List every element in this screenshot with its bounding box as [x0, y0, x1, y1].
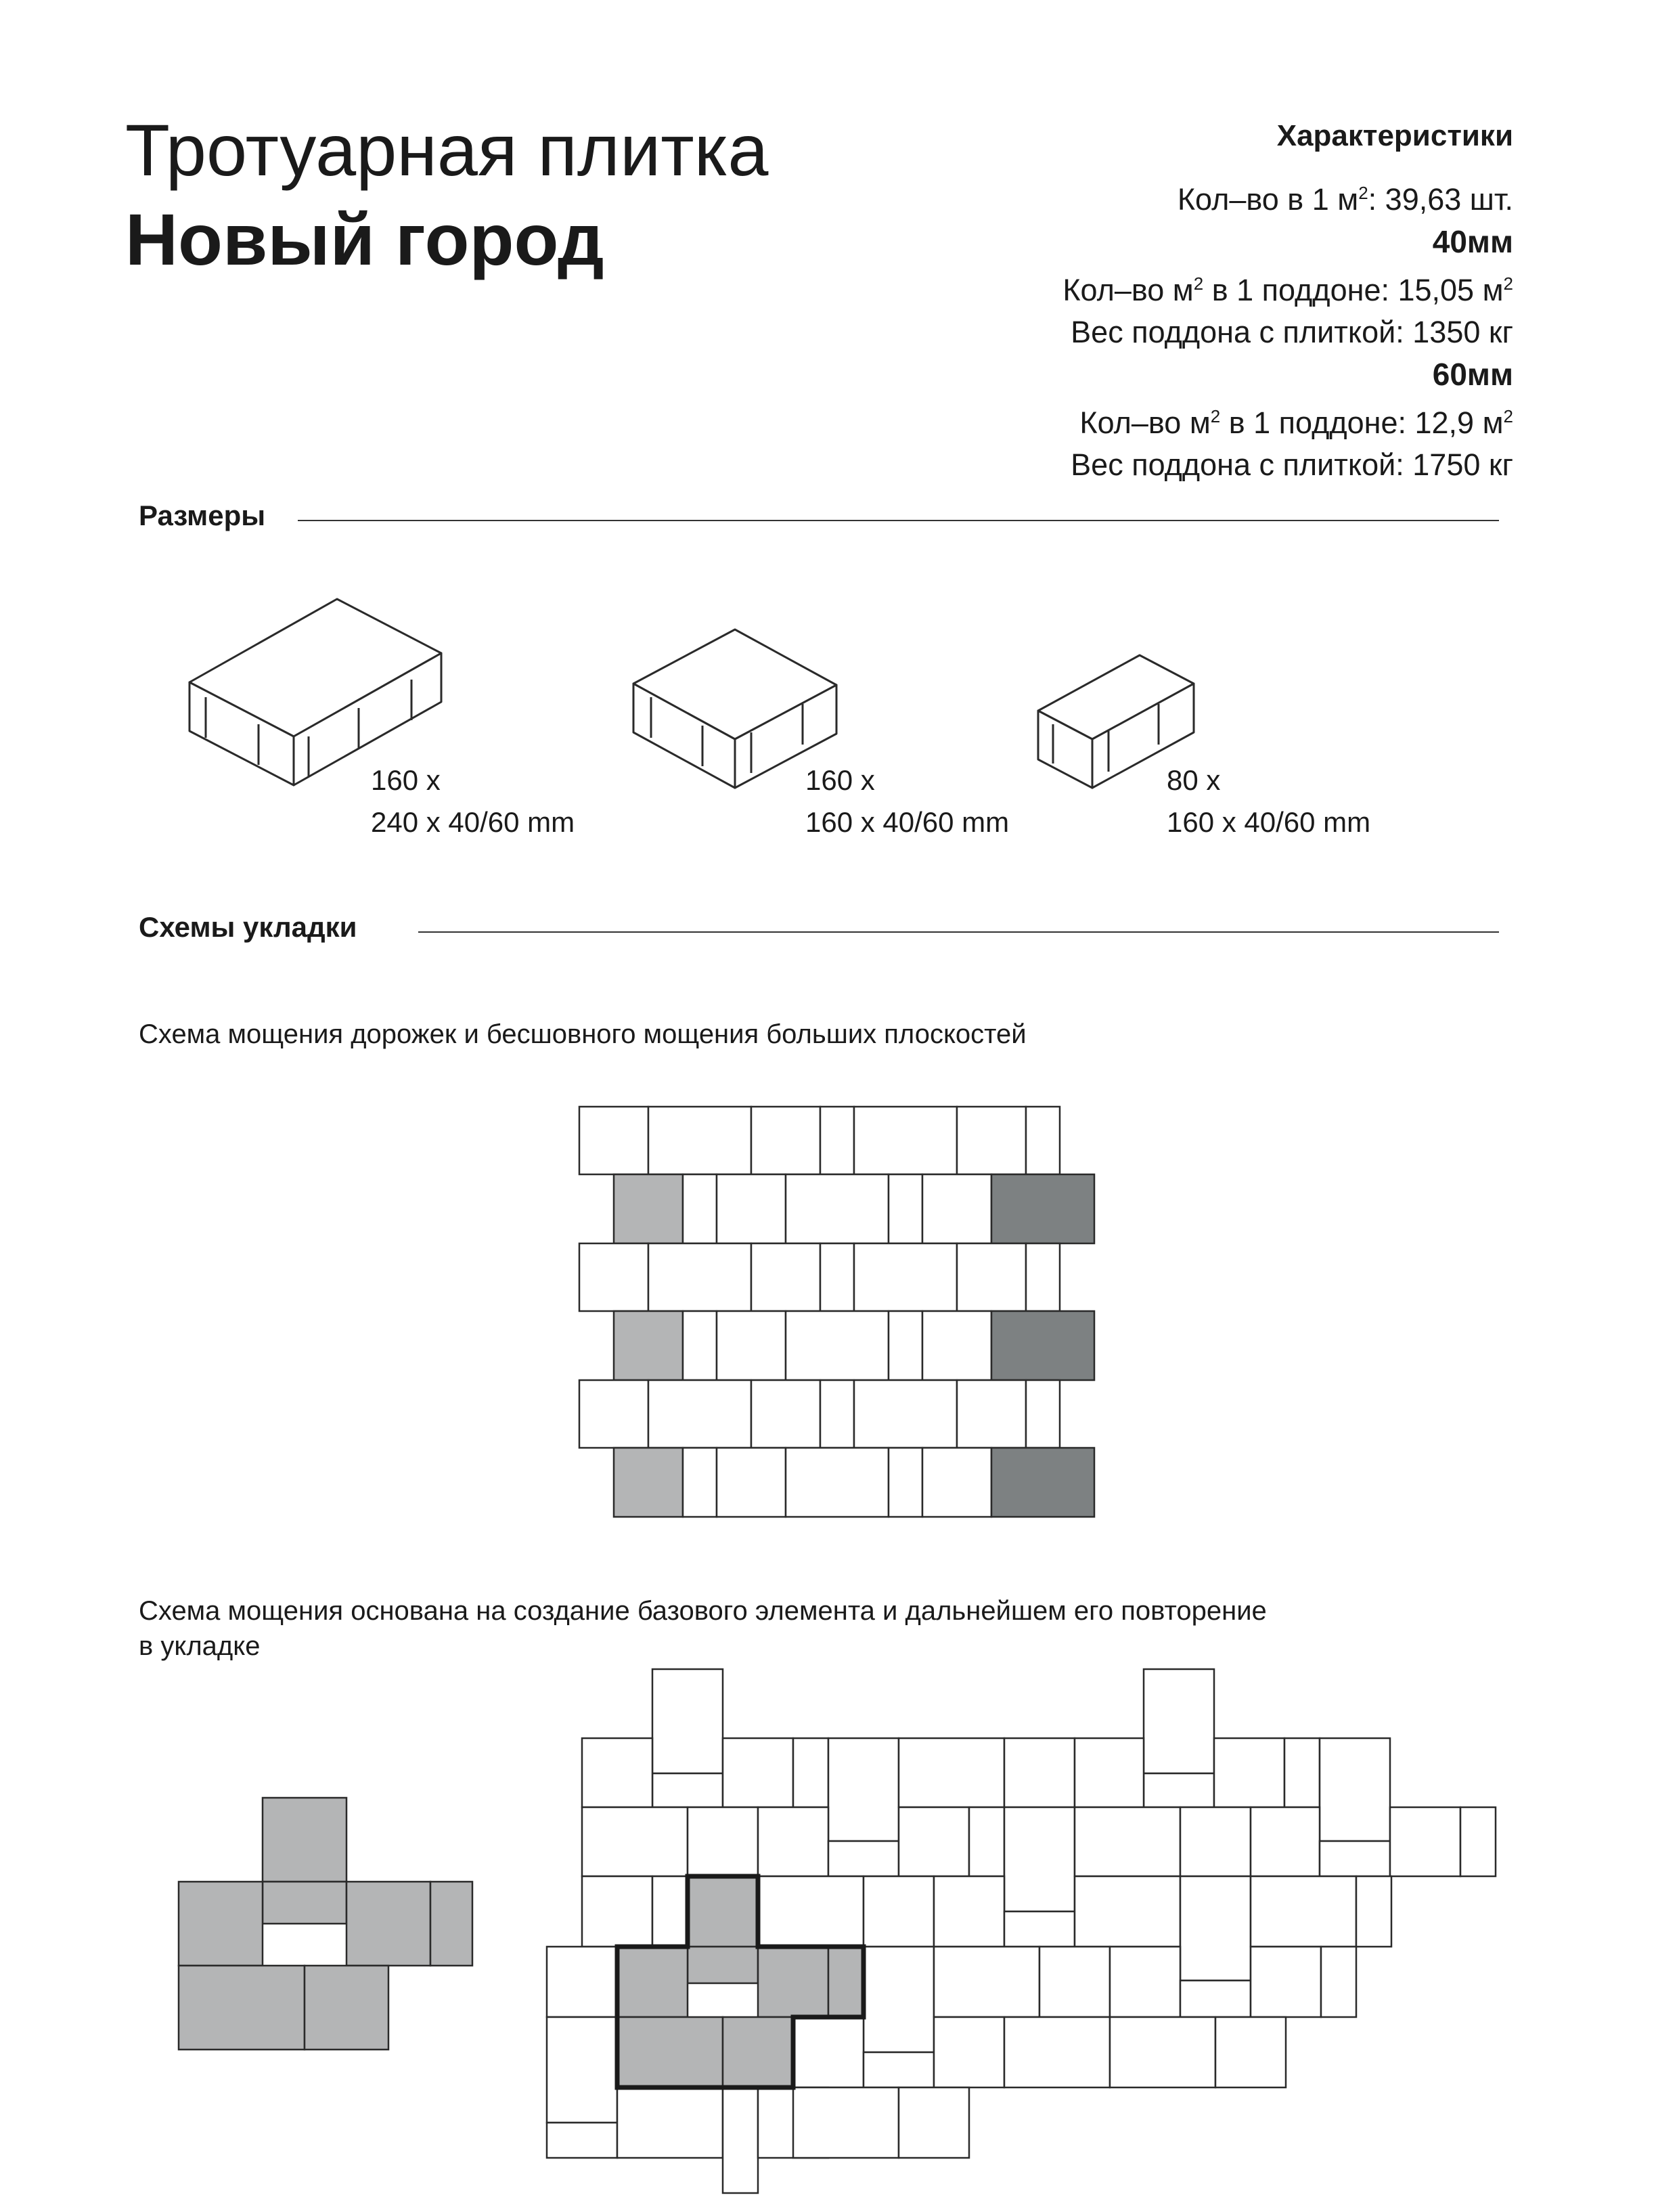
layouts-heading: Схемы укладки [139, 911, 357, 943]
sizes-heading: Размеры [139, 500, 266, 531]
specs-variant-40-pallet-area: Кол–во $м^2$ в 1 поддоне: 15,05 $м^2$ [1062, 273, 1513, 307]
specs-variant-40-pallet-weight: Вес поддона с плиткой: 1350 кг [1071, 315, 1513, 349]
specs-qty-per-m2: Кол–во в 1 $м^2$: 39,63 шт. [1177, 182, 1513, 217]
page-title-line1: Тротуарная плитка [125, 109, 769, 191]
specs-variant-40-label: 40мм [1432, 224, 1513, 259]
specs-variant-60-pallet-area: Кол–во $м^2$ в 1 поддоне: 12,9 $м^2$ [1079, 405, 1513, 440]
page-title-line2: Новый город [125, 198, 604, 280]
specs-variant-60-pallet-weight: Вес поддона с плиткой: 1750 кг [1071, 447, 1513, 482]
scheme1-caption: Схема мощения дорожек и бесшовного мощения больших плоскостей [139, 1019, 1027, 1049]
size-label-2: 160 x 160 x 40/60 mm [805, 764, 1010, 838]
size-label-1: 160 x 240 x 40/60 mm [371, 764, 575, 838]
size-label-3: 80 x 160 x 40/60 mm [1167, 764, 1371, 838]
specs-heading: Характеристики [1276, 119, 1513, 152]
scheme2-caption: Схема мощения основана на создание базового элемента и дальнейшем его повторение в укладке [139, 1596, 1267, 1661]
specs-variant-60-label: 60мм [1432, 357, 1513, 392]
